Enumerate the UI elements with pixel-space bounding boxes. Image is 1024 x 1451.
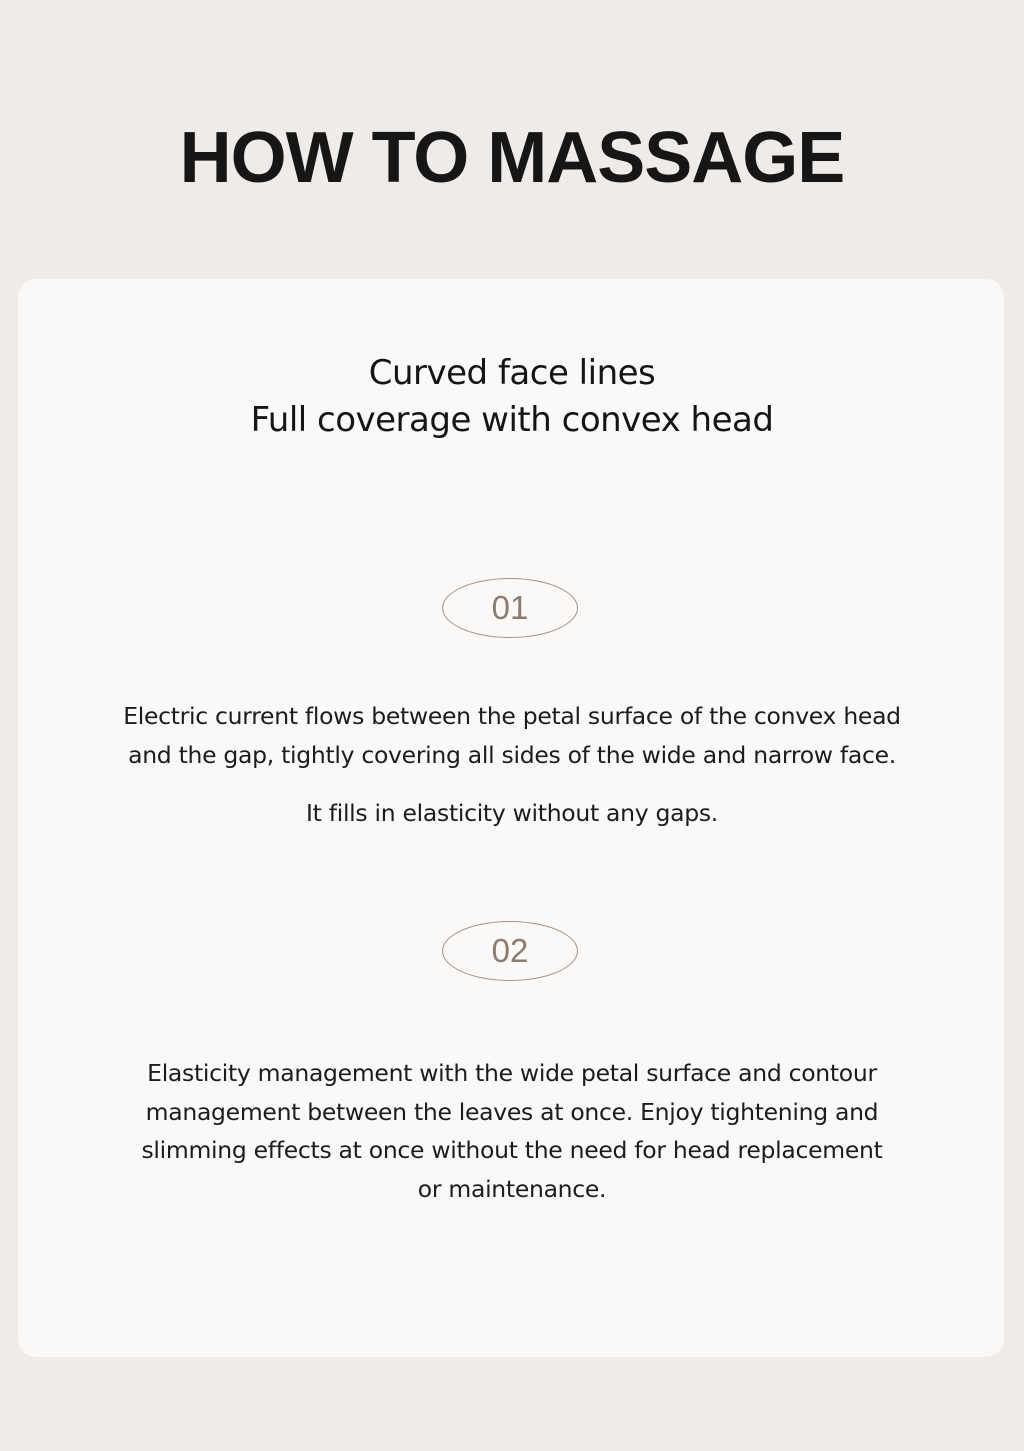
step-01-description bbox=[0, 697, 1024, 774]
description-line: Electric current flows between the petal surface of the convex head bbox=[123, 702, 901, 730]
card-headline bbox=[0, 350, 1024, 444]
step-badge-01 bbox=[442, 578, 578, 638]
description-line: management between the leaves at once. Enjoy tightening and bbox=[145, 1097, 879, 1126]
step-01-note bbox=[0, 794, 1024, 833]
description-line: It fills in elasticity without any gaps. bbox=[306, 799, 718, 827]
page-title: HOW TO MASSAGE bbox=[179, 118, 845, 198]
description-line: or maintenance. bbox=[417, 1174, 607, 1203]
step-badge-02 bbox=[442, 921, 578, 981]
step-02-description bbox=[0, 1054, 1024, 1208]
description-line: slimming effects at once without the need for head replacement bbox=[141, 1136, 883, 1164]
headline-line-1: Curved face lines bbox=[368, 353, 656, 393]
step-number: 01 bbox=[491, 589, 529, 626]
description-line: Elasticity management with the wide petal surface and contour bbox=[147, 1059, 877, 1087]
step-number: 02 bbox=[491, 932, 529, 969]
description-line: and the gap, tightly covering all sides of the wide and narrow face. bbox=[128, 740, 896, 769]
headline-line-2: Full coverage with convex head bbox=[250, 400, 774, 440]
